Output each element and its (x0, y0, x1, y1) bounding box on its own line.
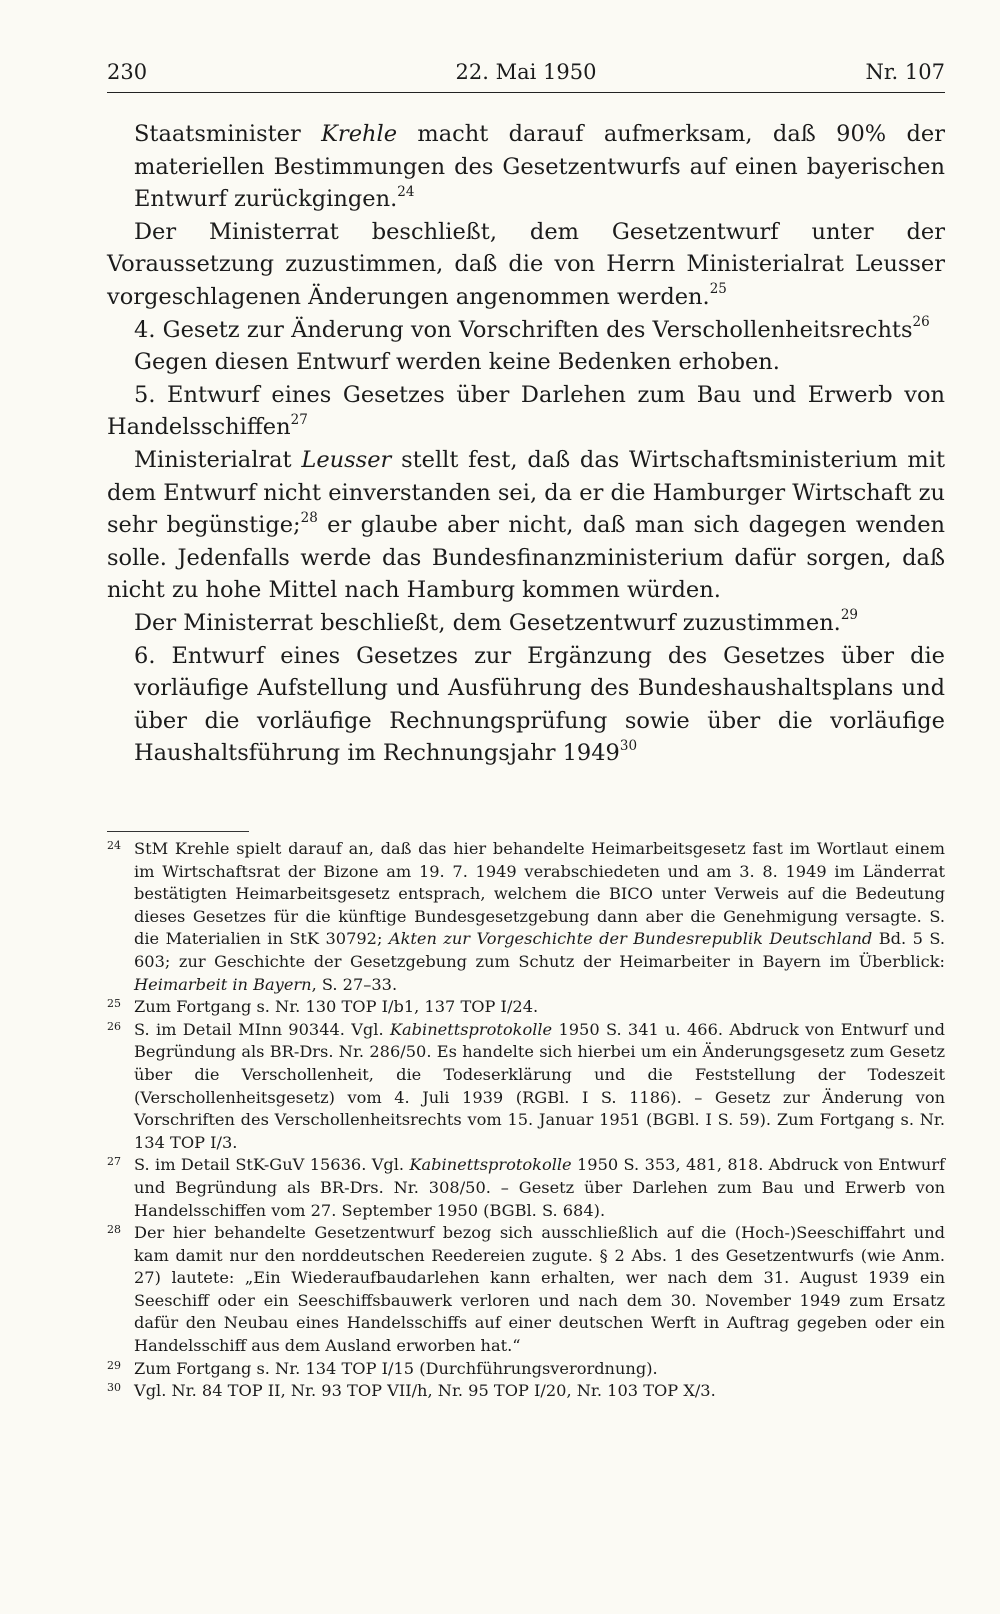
text-span: 6. Entwurf eines Gesetzes zur Ergänzung des Gesetzes über die vorläufige Aufstellung und Ausführung des Bundeshaushaltsplans und über die vorläufige Rechnungsprüfung sowie über die vorläufige Haushaltsführung im Rechnungsjahr 1949 (134, 642, 945, 767)
header-date: 22. Mai 1950 (455, 60, 597, 84)
footnote-number: 24 (107, 839, 121, 852)
person-name: Krehle (321, 121, 398, 147)
footnote-25 (107, 996, 945, 1019)
text-span: 4. Gesetz zur Änderung von Vorschriften des Verschollenheitsrechts (134, 316, 913, 343)
paragraph-resolution-1 (107, 216, 945, 314)
page-number: 230 (107, 60, 148, 84)
footnote-divider (107, 831, 249, 832)
text-span: er glaube aber nicht, daß man sich dagegen wenden solle. Jedenfalls werde das Bundesfinanzministerium dafür sorgen, daß nicht zu hohe Mittel nach Hamburg kommen würden. (107, 512, 945, 604)
footnote-number: 30 (107, 1381, 121, 1395)
text-span: Zum Fortgang s. Nr. 134 TOP I/15 (Durchführungsverordnung). (134, 1358, 658, 1378)
agenda-item-6 (107, 640, 945, 770)
document-number: Nr. 107 (865, 60, 945, 84)
text-span: macht darauf aufmerksam, daß 90% der materiellen Bestimmungen des Gesetzentwurfs auf einen bayerischen Entwurf zurückgingen. (134, 121, 945, 213)
text-span: Ministerialrat (134, 446, 302, 473)
footnote-number: 28 (107, 1223, 121, 1237)
text-span: 5. Entwurf eines Gesetzes über Darlehen zum Bau und Erwerb von Handelsschiffen (107, 381, 945, 441)
text-span: stellt fest, daß das Wirtschaftsministerium mit dem Entwurf nicht einverstanden sei, da er die Hamburger Wirtschaft zu sehr begünstige; (107, 446, 945, 539)
text-span: Der Ministerrat beschließt, dem Gesetzentwurf zuzustimmen. (134, 609, 841, 636)
running-header (107, 52, 945, 93)
paragraph-resolution-2 (107, 607, 945, 640)
footnote-ref[interactable]: 30 (619, 737, 638, 754)
footnote-number: 25 (107, 997, 121, 1011)
text-span: S. im Detail MInn 90344. Vgl. (134, 1019, 390, 1039)
footnote-27 (107, 1154, 945, 1222)
main-text (107, 118, 945, 770)
footnote-ref[interactable]: 28 (300, 509, 318, 526)
text-span: Der Ministerrat beschließt, dem Gesetzentwurf unter der Voraussetzung zuzustimmen, daß die von Herrn Ministerialrat Leusser vorgeschlagenen Änderungen angenommen werden. (107, 218, 945, 310)
footnote-29 (107, 1358, 945, 1381)
cited-title: Heimarbeit in Bayern (134, 974, 312, 994)
footnote-number: 26 (107, 1019, 121, 1033)
footnote-ref[interactable]: 24 (397, 183, 415, 200)
agenda-item-5 (107, 379, 945, 444)
text-span: , S. 27–33. (311, 974, 398, 994)
cited-title: Kabinettsprotokolle (389, 1019, 553, 1039)
cited-title: Akten zur Vorgeschichte der Bundesrepublik Deutschland (388, 929, 873, 949)
footnote-24 (107, 838, 945, 996)
text-span: Der hier behandelte Gesetzentwurf bezog sich ausschließlich auf die (Hoch-)Seeschiffahrt und kam damit nur den norddeutschen Reedereien zugute. § 2 Abs. 1 des Gesetzentwurfs (wie Anm. 27) lautete: „Ein Wiederaufbaudarlehen kann erhalten, wer nach dem 31. August 1939 ein Seeschiff oder ein Seeschiffsbauwerk verloren und nach dem 30. November 1949 zum Ersatz dafür den Neubau eines Handelsschiffs auf einer deutschen Werft in Auftrag gegeben oder ein Handelsschiff aus dem Ausland erworben hat.“ (134, 1223, 945, 1356)
footnote-28 (107, 1222, 945, 1358)
agenda-item-4 (107, 314, 945, 347)
footnote-ref[interactable]: 25 (709, 281, 727, 298)
text-span: StM Krehle spielt darauf an, daß das hier behandelte Heimarbeitsgesetz fast im Wortlaut einem im Wirtschaftsrat der Bizone am 19. 7. 1949 verabschiedeten und am 3. 8. 1949 im Länderrat bestätigten Heimarbeitsgesetz entsprach, welchem die BICO unter Verweis auf die Bedeutung dieses Gesetzes für die künftige Bundesgesetzgebung dann aber die Genehmigung versagte. S. die Materialien in StK 30792; (134, 839, 945, 949)
text-span: Staatsminister (134, 121, 322, 147)
footnote-number: 27 (107, 1155, 121, 1169)
footnotes (107, 838, 945, 1403)
text-span: Gegen diesen Entwurf werden keine Bedenken erhoben. (134, 349, 780, 376)
footnote-26 (107, 1019, 945, 1155)
paragraph-krehle (107, 118, 945, 216)
footnote-ref[interactable]: 26 (912, 314, 930, 331)
text-span: Bd. 5 S. 603; zur Geschichte der Gesetzgebung zum Schutz der Heimarbeiter in Bayern im Überblick: (134, 929, 946, 971)
text-span: 1950 S. 353, 481, 818. Abdruck von Entwurf und Begründung als BR-Drs. Nr. 308/50. – Gesetz über Darlehen zum Bau und Erwerb von Handelsschiffen vom 27. September 1950 (BGBl. S. 684). (134, 1155, 945, 1220)
paragraph-leusser (107, 444, 945, 607)
cited-title: Kabinettsprotokolle (409, 1155, 572, 1175)
paragraph-no-objections (107, 346, 945, 379)
text-span: S. im Detail StK-GuV 15636. Vgl. (134, 1155, 410, 1175)
person-name: Leusser (301, 446, 392, 473)
footnote-ref[interactable]: 29 (840, 607, 859, 624)
text-span: 1950 S. 341 u. 466. Abdruck von Entwurf und Begründung als BR-Drs. Nr. 286/50. Es handelte sich hierbei um ein Änderungsgesetz zum Gesetz über die Verschollenheit, die Todeserklärung und die Feststellung der Todeszeit (Verschollenheitsgesetz) vom 4. Juli 1939 (RGBl. I S. 1186). – Gesetz zur Änderung von Vorschriften des Verschollenheitsrechts vom 15. Januar 1951 (BGBl. I S. 59). Zum Fortgang s. Nr. 134 TOP I/3. (134, 1019, 945, 1152)
footnote-ref[interactable]: 27 (290, 411, 308, 428)
text-span: Zum Fortgang s. Nr. 130 TOP I/b1, 137 TOP I/24. (134, 997, 539, 1017)
text-span: Vgl. Nr. 84 TOP II, Nr. 93 TOP VII/h, Nr. 95 TOP I/20, Nr. 103 TOP X/3. (134, 1381, 716, 1401)
footnote-number: 29 (107, 1358, 121, 1372)
footnote-30 (107, 1380, 945, 1403)
